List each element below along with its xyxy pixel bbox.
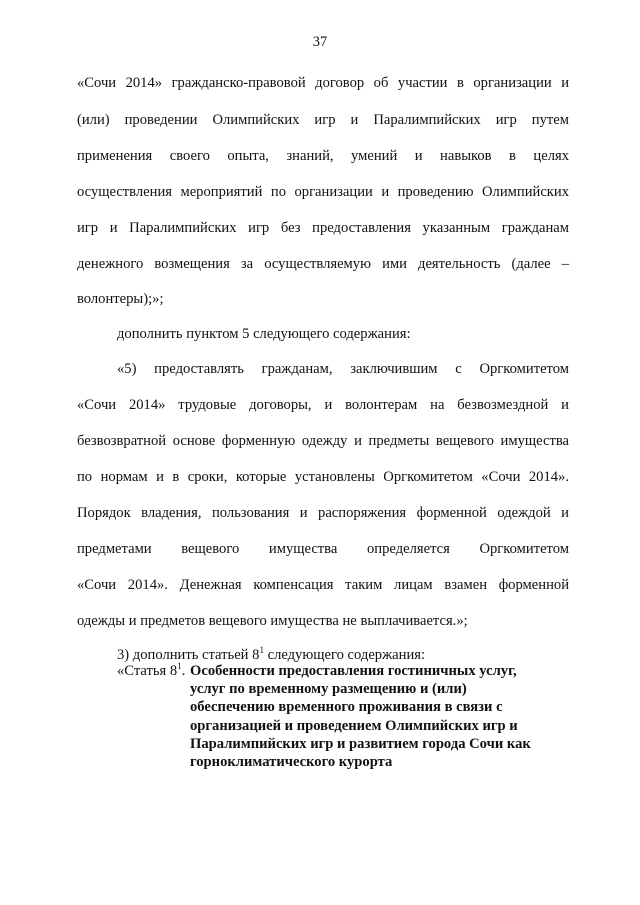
text-line: осуществления мероприятий по организации и проведению Олимпийских bbox=[77, 184, 569, 200]
text-line: «Сочи 2014» трудовые договоры, и волонтерам на безвозмездной и bbox=[77, 397, 569, 413]
article-label: «Статья $8^1$. bbox=[117, 661, 186, 679]
text-line: 3) дополнить статьей $8^1$ следующего содержания: bbox=[117, 645, 426, 663]
text-line: применения своего опыта, знаний, умений и навыков в целях bbox=[77, 148, 569, 164]
article-title-line: обеспечению временного проживания в связи с bbox=[190, 699, 503, 716]
text-line: волонтеры);»; bbox=[77, 291, 164, 307]
text-line: денежного возмещения за осуществляемую ими деятельность (далее – bbox=[77, 256, 569, 272]
text-line: «Сочи 2014». Денежная компенсация таким лицам взамен форменной bbox=[77, 577, 569, 593]
text-line: безвозвратной основе форменную одежду и предметы вещевого имущества bbox=[77, 433, 569, 449]
article-title-line: Особенности предоставления гостиничных услуг, bbox=[190, 663, 517, 679]
text-line: дополнить пунктом 5 следующего содержания: bbox=[117, 326, 411, 342]
text-line: (или) проведении Олимпийских игр и Паралимпийских игр путем bbox=[77, 112, 569, 128]
text-line: игр и Паралимпийских игр без предоставления указанным гражданам bbox=[77, 220, 569, 236]
page-number: 37 bbox=[312, 34, 328, 50]
text-line: Порядок владения, пользования и распоряжения форменной одеждой и bbox=[77, 505, 569, 521]
text-line: предметами вещевого имущества определяется Оргкомитетом bbox=[77, 541, 569, 557]
text-line: «5) предоставлять гражданам, заключившим с Оргкомитетом bbox=[117, 361, 569, 377]
text-line: по нормам и в сроки, которые установлены Оргкомитетом «Сочи 2014». bbox=[77, 469, 569, 485]
article-title-line: организацией и проведением Олимпийских игр и bbox=[190, 717, 518, 734]
superscript: 1 bbox=[259, 645, 264, 655]
article-title-line: Паралимпийских игр и развитием города Сочи как bbox=[190, 735, 531, 752]
text-line: одежды и предметов вещевого имущества не выплачивается.»; bbox=[77, 613, 468, 629]
article-title-line: горноклиматического курорта bbox=[190, 754, 393, 771]
article-title bbox=[190, 662, 550, 771]
article-title-line: услуг по временному размещению и (или) bbox=[190, 681, 467, 698]
superscript: 1 bbox=[177, 661, 182, 671]
text-line: «Сочи 2014» гражданско-правовой договор об участии в организации и bbox=[77, 75, 569, 91]
